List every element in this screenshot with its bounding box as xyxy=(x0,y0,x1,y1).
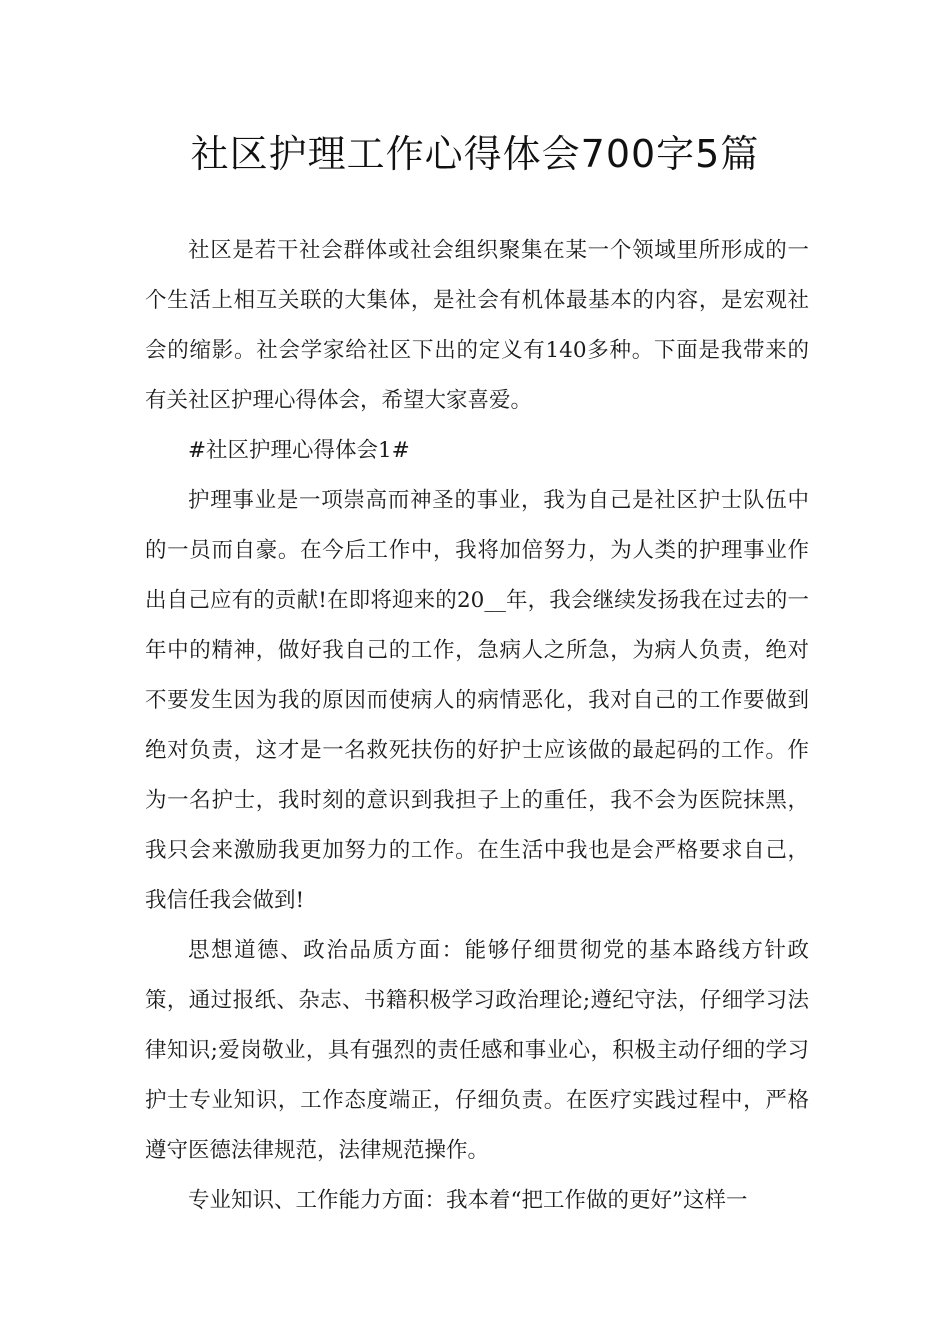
section-heading-1: #社区护理心得体会1# xyxy=(188,438,410,463)
document-title: 社区护理工作心得体会700字5篇 xyxy=(190,132,760,176)
paragraph-career: 护理事业是一项崇高而神圣的事业，我为自己是社区护士队伍中的一员而自豪。在今后工作中，我将加倍努力，为人类的护理事业作出自己应有的贡献!在即将迎来的20__年，我会继续发扬我在过去的一年中的精神，做好我自己的工作，急病人之所急，为病人负责，绝对不要发生因为我的原因而使病人的病情恶化，我对自己的工作要做到绝对负责，这才是一名救死扶伤的好护士应该做的最起码的工作。作为一名护士，我时刻的意识到我担子上的重任，我不会为医院抹黑，我只会来激励我更加努力的工作。在生活中我也是会严格要求自己，我信任我会做到! xyxy=(145,488,809,913)
paragraph-intro: 社区是若干社会群体或社会组织聚集在某一个领域里所形成的一个生活上相互关联的大集体，是社会有机体最基本的内容，是宏观社会的缩影。社会学家给社区下出的定义有140多种。下面是我带来的有关社区护理心得体会，希望大家喜爱。 xyxy=(145,238,809,413)
paragraph-ethics: 思想道德、政治品质方面：能够仔细贯彻党的基本路线方针政策，通过报纸、杂志、书籍积极学习政治理论;遵纪守法，仔细学习法律知识;爱岗敬业，具有强烈的责任感和事业心，积极主动仔细的学习护士专业知识，工作态度端正，仔细负责。在医疗实践过程中，严格遵守医德法律规范，法律规范操作。 xyxy=(145,938,809,1163)
document-body xyxy=(145,226,809,1226)
paragraph-skills: 专业知识、工作能力方面：我本着“把工作做的更好”这样一 xyxy=(188,1188,748,1213)
